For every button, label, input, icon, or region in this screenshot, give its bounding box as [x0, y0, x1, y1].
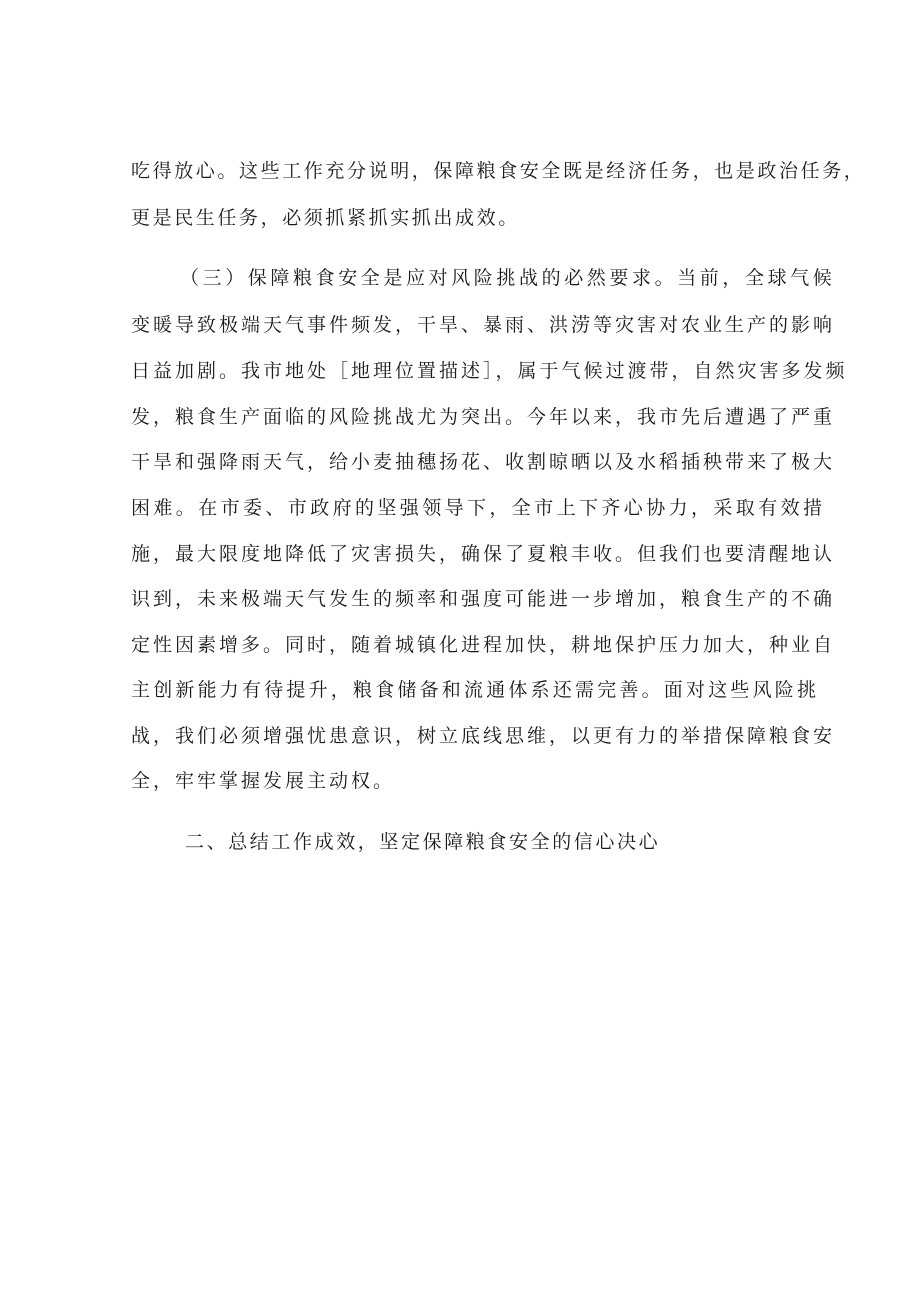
paragraph-1-line-1: 吃得放心。这些工作充分说明，保障粮食安全既是经济任务，也是政治任务，	[131, 160, 866, 182]
paragraph-2-line-1: （三）保障粮食安全是应对风险挑战的必然要求。当前，全球气候	[180, 267, 836, 289]
paragraph-2-line-9: 定性因素增多。同时，随着城镇化进程加快，耕地保护压力加大，种业自	[131, 634, 836, 656]
paragraph-2-line-6: 困难。在市委、市政府的坚强领导下，全市上下齐心协力，采取有效措	[131, 497, 826, 519]
section-heading: 二、总结工作成效，坚定保障粮食安全的信心决心	[185, 831, 661, 853]
paragraph-2-line-10: 主创新能力有待提升，粮食储备和流通体系还需完善。面对这些风险挑	[131, 679, 820, 701]
paragraph-2-line-5: 干旱和强降雨天气，给小麦抽穗扬花、收割晾晒以及水稻插秧带来了极大	[131, 451, 836, 473]
paragraph-2-line-7: 施，最大限度地降低了灾害损失，确保了夏粮丰收。但我们也要清醒地认	[131, 543, 836, 565]
paragraph-2-line-4: 发，粮食生产面临的风险挑战尤为突出。今年以来，我市先后遭遇了严重	[131, 406, 836, 428]
paragraph-2-line-2: 变暖导致极端天气事件频发，干旱、暴雨、洪涝等灾害对农业生产的影响	[131, 314, 836, 336]
paragraph-1-line-2: 更是民生任务，必须抓紧抓实抓出成效。	[131, 207, 520, 229]
paragraph-2-line-3: 日益加剧。我市地处［地理位置描述］，属于气候过渡带，自然灾害多发频	[131, 360, 848, 382]
paragraph-2-line-12: 全，牢牢掌握发展主动权。	[131, 770, 396, 792]
paragraph-2-line-11: 战，我们必须增强忧患意识，树立底线思维，以更有力的举措保障粮食安	[131, 725, 836, 747]
paragraph-2-line-8: 识到，未来极端天气发生的频率和强度可能进一步增加，粮食生产的不确	[131, 588, 836, 610]
